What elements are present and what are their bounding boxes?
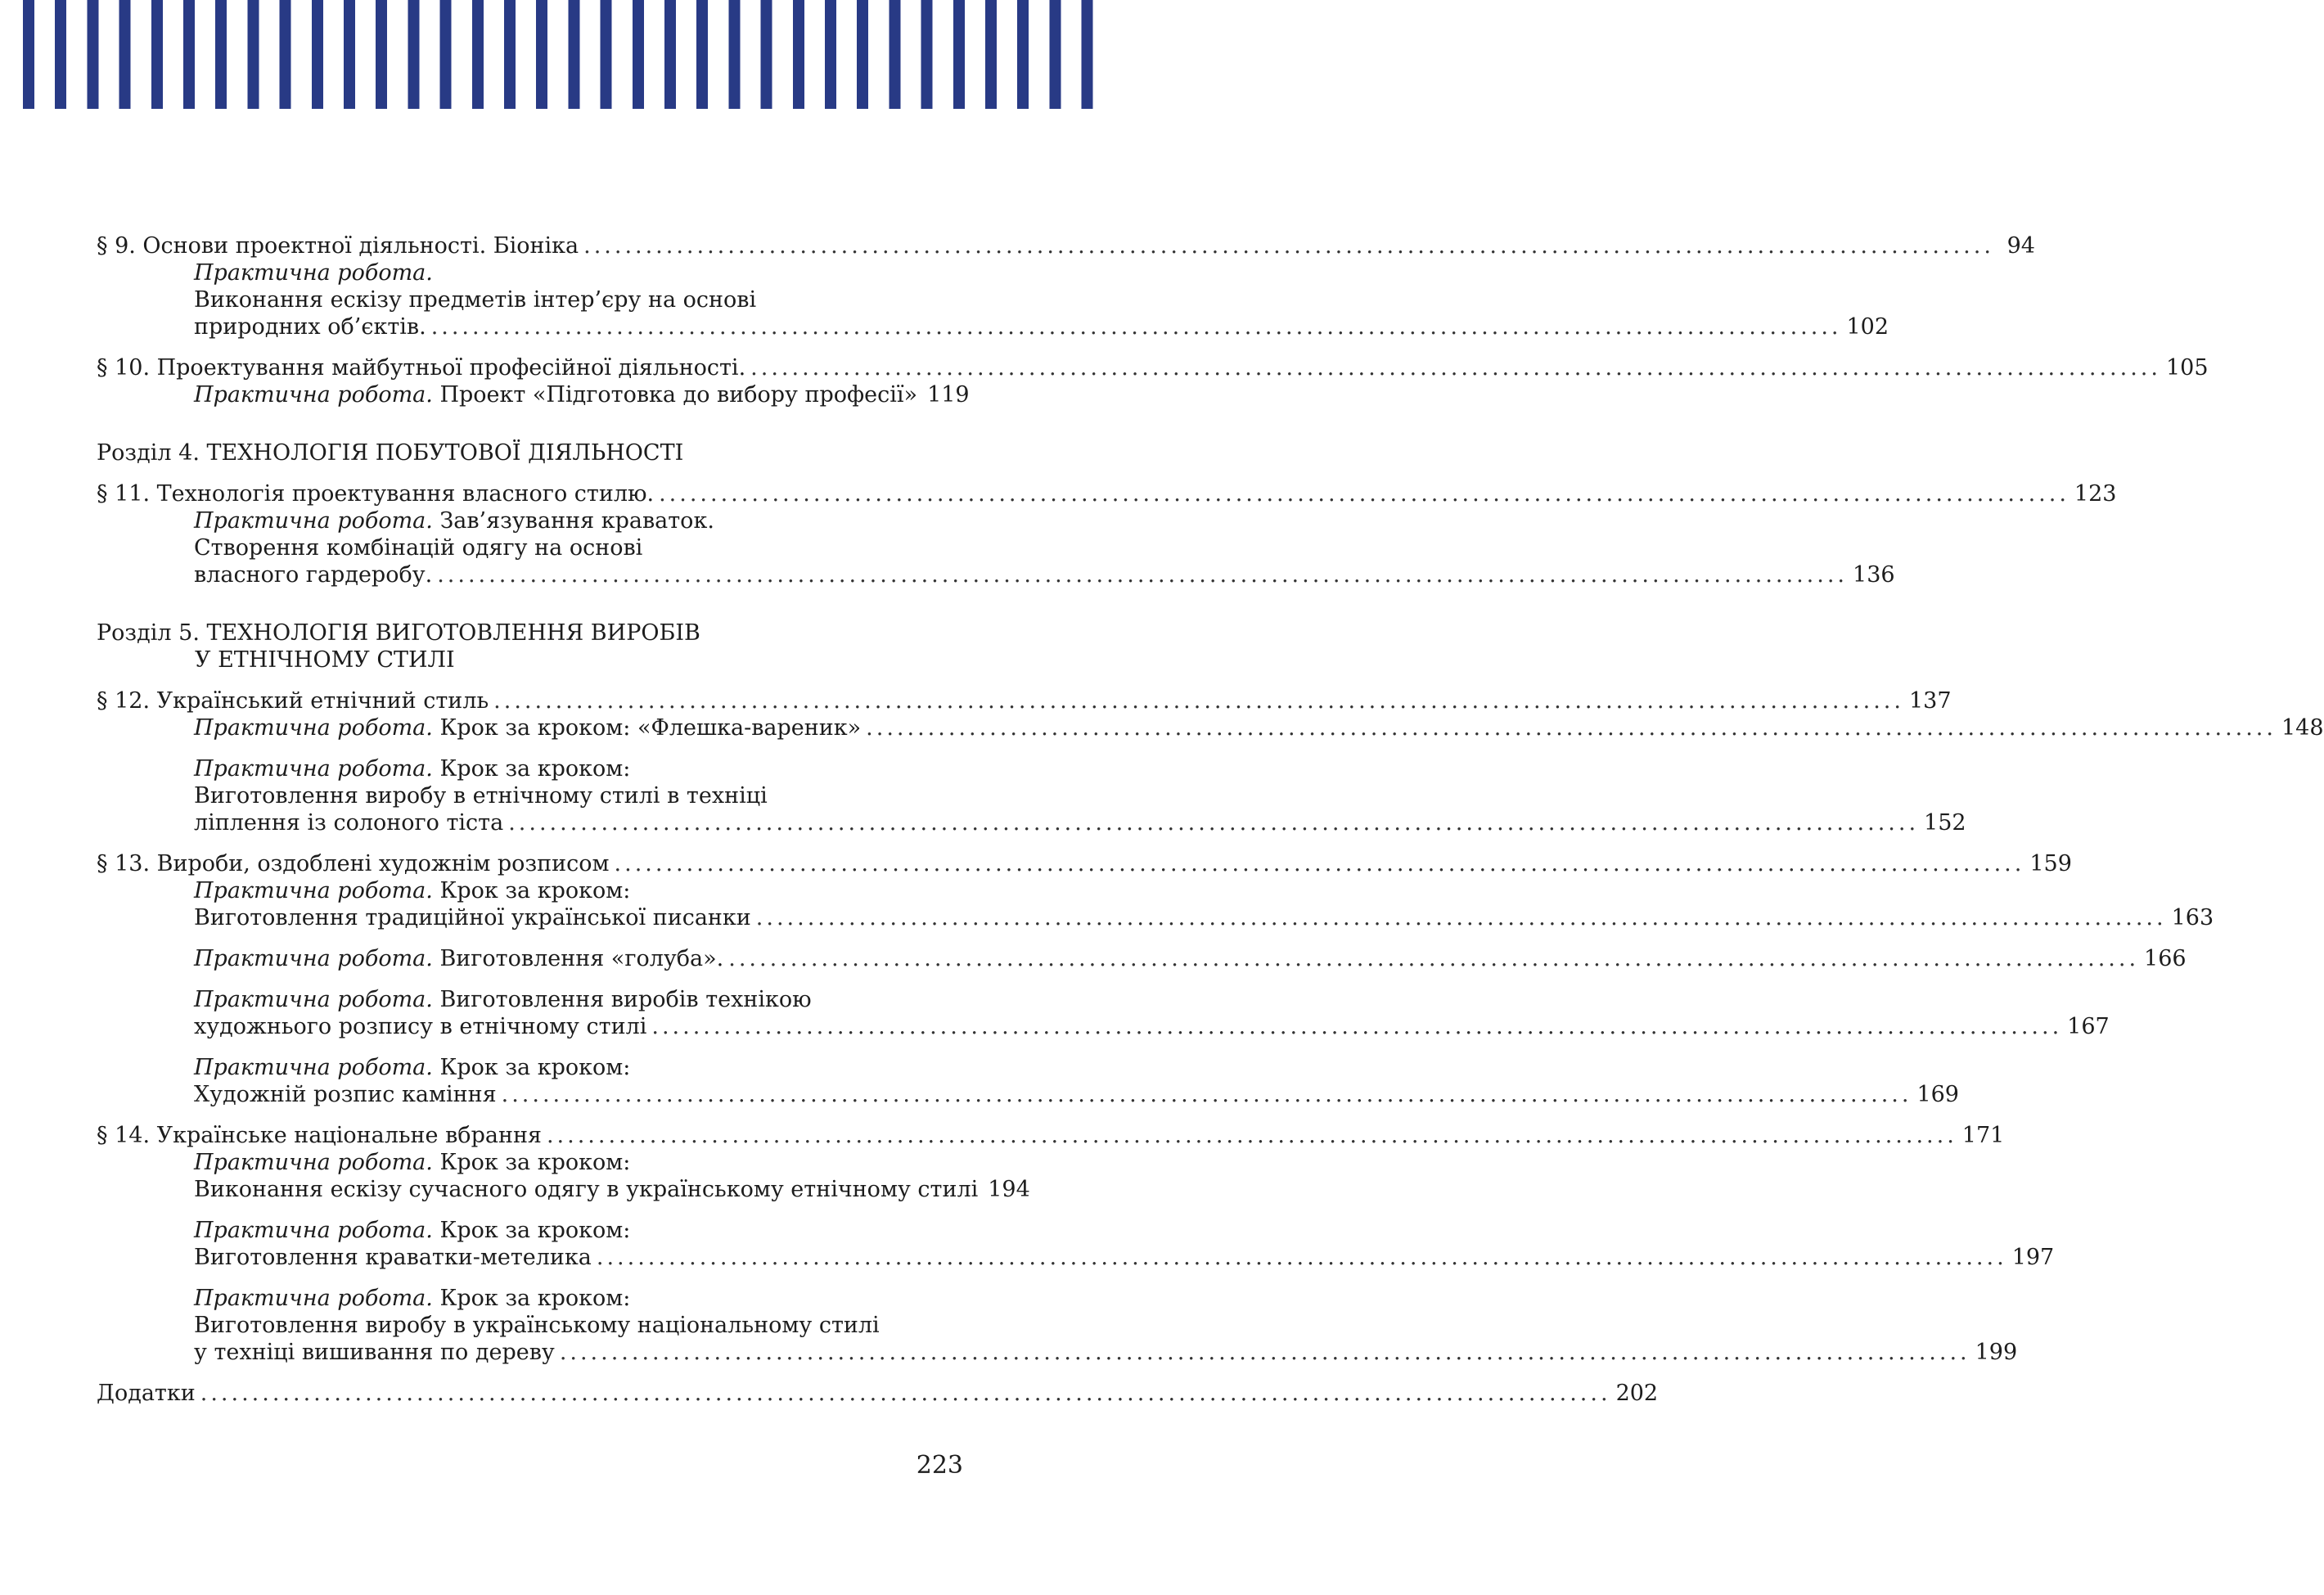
toc-subentry-s10-pr[interactable] <box>97 381 970 408</box>
dot-leader: ......................................................................................................................................... <box>546 1123 1957 1148</box>
table-of-contents <box>97 232 2324 1407</box>
toc-subentry-s14-pr3[interactable] <box>97 1339 2018 1366</box>
toc-entry-title: художнього розпису в етнічному стилі <box>194 1014 647 1039</box>
toc-entry-page: 202 <box>1615 1381 1659 1406</box>
toc-subentry-s12-pr1[interactable] <box>97 714 2324 741</box>
practical-work-label: Практична робота. <box>194 715 433 741</box>
practical-work-label: Практична робота. <box>194 878 433 903</box>
dot-leader: ......................................................................................................................................... <box>430 314 1842 340</box>
toc-entry-s9[interactable] <box>97 232 2035 259</box>
dot-leader: ......................................................................................................................................... <box>755 905 2167 930</box>
toc-entry-page: 105 <box>2165 355 2209 381</box>
page-number: 223 <box>916 1451 963 1480</box>
toc-entry-s11[interactable] <box>97 480 2117 507</box>
dot-leader: ......................................................................................................................................... <box>200 1381 1611 1406</box>
dot-leader: ......................................................................................................................................... <box>437 562 1849 588</box>
toc-entry-page: 194 <box>988 1177 1030 1202</box>
toc-entry-title: § 9. Основи проектної діяльності. Біоніка <box>97 233 579 259</box>
toc-subentry-s14-pr2[interactable] <box>97 1244 2055 1271</box>
toc-entry-s14[interactable] <box>97 1122 2005 1149</box>
toc-entry-title: § 10. Проектування майбутньої професійної діяльності. <box>97 355 746 381</box>
dot-leader: ......................................................................................................................................... <box>501 1082 1912 1107</box>
toc-entry-title: у техніці вишивання по дереву <box>194 1340 555 1365</box>
dot-leader: ......................................................................................................................................... <box>659 481 2070 507</box>
toc-entry-s10[interactable] <box>97 354 2209 381</box>
chapter-heading-4[interactable]: Розділ 4. ТЕХНОЛОГІЯ ПОБУТОВОЇ ДІЯЛЬНОСТІ <box>97 440 684 466</box>
practical-work-label: Практична робота. <box>194 260 433 286</box>
toc-entry-title: Додатки <box>97 1381 196 1406</box>
toc-subentry-s13-pr2[interactable] <box>97 945 2187 972</box>
practical-work-label: Практична робота. <box>194 1055 433 1080</box>
toc-entry-s13[interactable] <box>97 850 2072 877</box>
toc-subentry-label: Практична робота. Зав’язування краваток. <box>194 508 714 534</box>
toc-subentry-s13-pr4[interactable] <box>97 1081 1959 1108</box>
practical-work-label: Практична робота. <box>194 987 433 1012</box>
toc-entry-appendix[interactable] <box>97 1380 1659 1407</box>
toc-entry-page: 136 <box>1853 562 1895 588</box>
toc-entry-page: 197 <box>2011 1245 2055 1270</box>
toc-entry-page: 102 <box>1846 314 1889 340</box>
toc-entry-page: 148 <box>2281 715 2324 741</box>
header-stripes <box>23 0 1096 109</box>
toc-entry-title: Виготовлення традиційної української писанки <box>194 905 751 930</box>
dot-leader: ......................................................................................................................................... <box>596 1245 2007 1270</box>
toc-entry-title: § 12. Український етнічний стиль <box>97 688 489 714</box>
toc-entry-page: 169 <box>1916 1082 1959 1107</box>
toc-subentry-label: Практична робота. Крок за кроком: <box>194 1218 631 1243</box>
toc-subentry-s13-pr3[interactable] <box>97 1013 2110 1040</box>
toc-entry-page: 137 <box>1908 688 1952 714</box>
toc-subentry-s9-pr[interactable] <box>97 313 1889 340</box>
toc-entry-title: Художній розпис каміння <box>194 1082 497 1107</box>
dot-leader: ......................................................................................................................................... <box>866 715 2277 741</box>
practical-work-label: Практична робота. <box>194 1218 433 1243</box>
toc-subentry-label: Практична робота. Крок за кроком: <box>194 1286 631 1311</box>
toc-subentry-label: Практична робота. Крок за кроком: <box>194 1150 631 1175</box>
dot-leader: ......................................................................................................................................... <box>750 355 2161 381</box>
toc-entry-title: власного гардеробу. <box>194 562 433 588</box>
toc-entry-page: 159 <box>2029 851 2072 876</box>
toc-entry-page: 123 <box>2074 481 2117 507</box>
toc-subentry-line: Виготовлення виробу в етнічному стилі в техніці <box>194 783 768 809</box>
toc-entry-page: 152 <box>1924 810 1966 836</box>
practical-work-label: Практична робота. <box>194 382 433 408</box>
toc-subentry-label: Практична робота. Крок за кроком: <box>194 1055 631 1080</box>
toc-entry-page: 167 <box>2067 1014 2110 1039</box>
practical-work-label: Практична робота. <box>194 1150 433 1175</box>
dot-leader: ......................................................................................................................................... <box>493 688 1904 714</box>
toc-entry-title: Практична робота. Проект «Підготовка до вибору професії» <box>194 382 918 408</box>
chapter-heading-5-cont: У ЕТНІЧНОМУ СТИЛІ <box>195 647 455 673</box>
toc-subentry-s13-pr1[interactable] <box>97 904 2214 931</box>
practical-work-label: Практична робота. <box>194 946 433 971</box>
dot-leader: ......................................................................................................................................... <box>651 1014 2063 1039</box>
toc-entry-s12[interactable] <box>97 687 1952 714</box>
toc-entry-title: ліплення із солоного тіста <box>194 810 504 836</box>
toc-subentry-label: Практична робота. Крок за кроком: <box>194 756 631 782</box>
practical-work-label: Практична робота. <box>194 756 433 782</box>
toc-entry-title: природних об’єктів. <box>194 314 426 340</box>
toc-subentry-line: Виконання ескізу предметів інтер’єру на основі <box>194 287 757 313</box>
toc-subentry-line: Створення комбінацій одягу на основі <box>194 535 643 561</box>
toc-entry-title: § 14. Українське національне вбрання <box>97 1123 542 1148</box>
toc-entry-page: 166 <box>2144 946 2187 971</box>
toc-subentry-label <box>97 259 963 286</box>
practical-work-label: Практична робота. <box>194 508 433 534</box>
toc-entry-page: 119 <box>927 382 970 408</box>
dot-leader: ......................................................................................................................................... <box>728 946 2140 971</box>
toc-entry-page: 171 <box>1961 1123 2005 1148</box>
practical-work-label: Практична робота. <box>194 1286 433 1311</box>
toc-entry-page: 94 <box>2006 233 2035 259</box>
toc-subentry-s11-pr[interactable] <box>97 561 1895 588</box>
dot-leader: ......................................................................................................................................... <box>508 810 1920 836</box>
toc-subentry-line: Виготовлення виробу в українському національному стилі <box>194 1313 880 1338</box>
toc-entry-title: Практична робота. Виготовлення «голуба». <box>194 946 724 971</box>
toc-subentry-label: Практична робота. Крок за кроком: <box>194 878 631 903</box>
toc-subentry-label: Практична робота. Виготовлення виробів технікою <box>194 987 812 1012</box>
toc-entry-title: Виконання ескізу сучасного одягу в українському етнічному стилі <box>194 1177 979 1202</box>
toc-entry-title: § 11. Технологія проектування власного стилю. <box>97 481 655 507</box>
toc-entry-title: § 13. Вироби, оздоблені художнім розписом <box>97 851 610 876</box>
toc-entry-title: Виготовлення краватки-метелика <box>194 1245 592 1270</box>
dot-leader: ......................................................................................................................................... <box>559 1340 1970 1365</box>
chapter-heading-5[interactable]: Розділ 5. ТЕХНОЛОГІЯ ВИГОТОВЛЕННЯ ВИРОБІВ <box>97 620 700 646</box>
toc-subentry-s12-pr2[interactable] <box>97 809 1966 836</box>
dot-leader: ......................................................................................................................................... <box>583 233 1994 259</box>
toc-subentry-s14-pr1[interactable] <box>97 1176 1030 1203</box>
toc-entry-page: 163 <box>2171 905 2214 930</box>
dot-leader: ......................................................................................................................................... <box>614 851 2025 876</box>
toc-entry-title: Практична робота. Крок за кроком: «Флешка-вареник» <box>194 715 862 741</box>
toc-entry-page: 199 <box>1975 1340 2018 1365</box>
